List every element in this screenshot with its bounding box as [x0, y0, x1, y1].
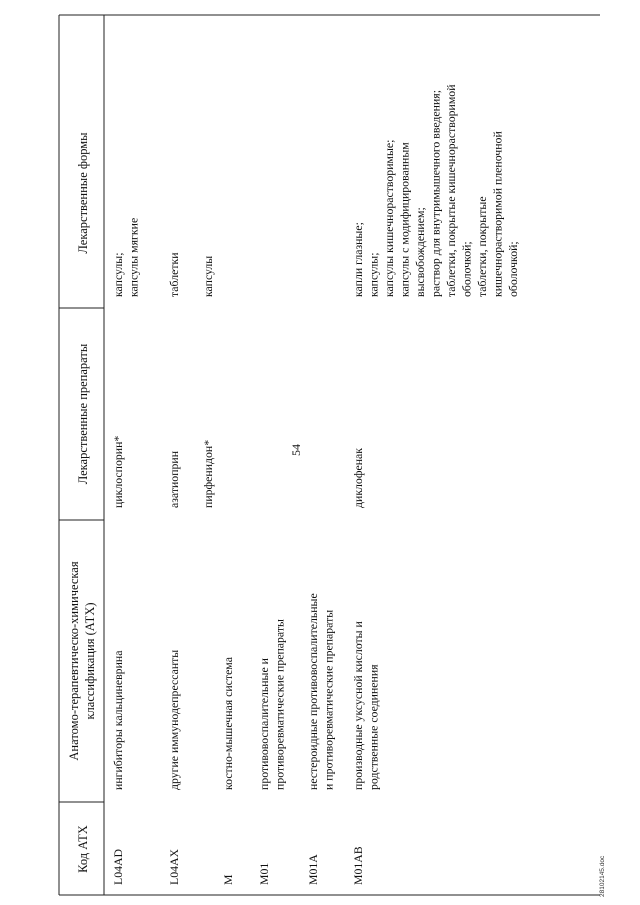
atc-code: M01 — [257, 862, 271, 885]
header-atc-line2: классификация (АТХ) — [83, 602, 97, 720]
atc-code: M01AB — [351, 846, 365, 885]
dosage-form: таблетки, покрытые кишечнорастворимой — [444, 84, 458, 297]
dosage-form: капсулы; — [111, 252, 125, 297]
dosage-form: оболочкой; — [459, 241, 474, 297]
table-body — [111, 84, 520, 885]
dosage-form: кишечнорастворимой пленочной — [490, 131, 505, 297]
dosage-form: капсулы мягкие — [126, 217, 141, 297]
atc-classification: противовоспалительные и — [257, 658, 271, 790]
atc-classification: костно-мышечная система — [221, 657, 235, 790]
dosage-form: раствор для внутримышечного введения; — [428, 90, 443, 297]
drug-name: диклофенак — [351, 448, 365, 508]
drug-name: пирфенидон* — [201, 439, 215, 508]
atc-classification: ингибиторы кальциневрина — [111, 650, 125, 790]
atc-code: M01A — [306, 854, 320, 885]
header-forms: Лекарственные формы — [76, 132, 90, 254]
header-atc-line1: Анатомо-терапевтическо-химическая — [67, 561, 81, 761]
dosage-form: капли глазные; — [351, 222, 365, 297]
dosage-form: капсулы с модифицированным — [397, 142, 412, 297]
dosage-form: капсулы; — [366, 252, 381, 297]
dosage-form: капсулы кишечнорастворимые; — [382, 139, 396, 297]
atc-classification: другие иммунодепрессанты — [167, 649, 181, 790]
drug-name: циклоспорин* — [111, 435, 125, 508]
atc-code: M — [221, 874, 235, 885]
dosage-form: оболочкой; — [506, 241, 520, 297]
drug-name: азатиоприн — [167, 450, 181, 508]
atc-classification: нестероидные противовоспалительные — [306, 593, 320, 790]
page-number: 54 — [289, 444, 303, 456]
atc-classification: производные уксусной кислоты и — [351, 621, 365, 790]
dosage-form: таблетки — [167, 252, 181, 297]
atc-classification: и противоревматические препараты — [321, 609, 336, 790]
atc-classification: родственные соединения — [366, 664, 381, 790]
atc-code: L04AD — [111, 848, 125, 885]
header-row — [67, 132, 97, 873]
atc-code: L04AX — [167, 848, 181, 885]
dosage-form: таблетки, покрытые — [475, 196, 489, 297]
header-drugs: Лекарственные препараты — [76, 343, 90, 485]
footer-filename: 28102145.doc — [599, 855, 606, 897]
rotated-table — [59, 15, 606, 897]
dosage-form: высвобождением; — [413, 207, 427, 297]
header-code: Код АТХ — [76, 825, 90, 873]
atc-classification: противоревматические препараты — [272, 619, 287, 790]
dosage-form: капсулы — [201, 255, 215, 297]
